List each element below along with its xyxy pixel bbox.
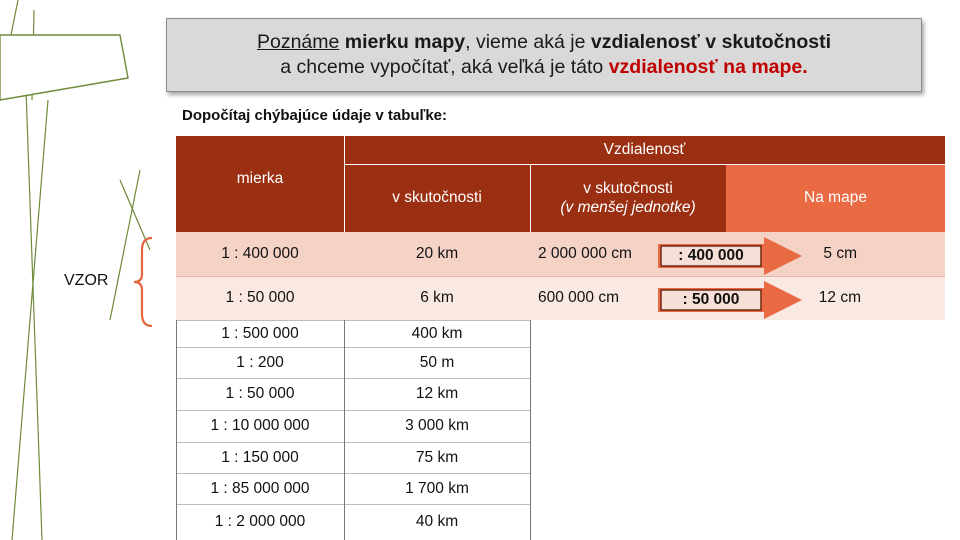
table-cell <box>176 320 344 347</box>
curly-brace-icon <box>130 236 160 328</box>
cell-skutocnost: 50 m <box>419 353 455 371</box>
table-cell <box>530 504 726 540</box>
row-divider <box>176 473 530 474</box>
table-cell <box>726 442 945 473</box>
table-cell <box>726 410 945 442</box>
cell-skutocnost: 75 km <box>415 448 459 466</box>
header-skutocnost2-line2: (v menšej jednotke) <box>560 199 696 216</box>
cell-na-mape: 5 cm <box>823 245 857 262</box>
header-skutocnost <box>344 164 530 232</box>
table-cell <box>344 442 530 473</box>
table-cell <box>530 378 726 410</box>
banner-text-bold: mierku mapy <box>339 31 466 54</box>
banner-text: a chceme vypočítať, aká veľká je táto <box>280 56 609 78</box>
cell-mierka: 1 : 400 000 <box>221 245 299 262</box>
cell-mierka: 1 : 50 000 <box>225 289 295 306</box>
cell-skutocnost: 1 700 km <box>405 479 469 497</box>
banner-text-bold: vzdialenosť v skutočnosti <box>590 31 831 54</box>
header-divider <box>344 164 945 165</box>
header-skutocnost-label: v skutočnosti <box>392 189 482 206</box>
table-cell <box>344 473 530 504</box>
cell-mierka: 1 : 50 000 <box>225 385 295 402</box>
banner-text: , vieme aká je <box>465 31 591 54</box>
header-na-mape <box>726 164 945 232</box>
cell-skutocnost: 20 km <box>415 245 459 262</box>
cell-mierka: 1 : 85 000 000 <box>210 479 310 497</box>
table-cell <box>726 320 945 347</box>
cell-mierka: 1 : 2 000 000 <box>214 513 306 530</box>
banner-line-1 <box>257 30 831 55</box>
table-cell <box>176 504 344 540</box>
table-cell <box>726 504 945 540</box>
grid-line <box>344 320 345 540</box>
row-divider <box>176 442 530 443</box>
grid-line <box>176 320 177 540</box>
table-cell <box>726 473 945 504</box>
cell-mierka: 1 : 500 000 <box>221 324 299 342</box>
table-cell <box>726 378 945 410</box>
table-cell <box>176 347 344 378</box>
table-cell <box>344 347 530 378</box>
table-cell <box>530 442 726 473</box>
table-cell <box>530 347 726 378</box>
arrow-operation-label: : 400 000 <box>678 247 744 264</box>
cell-mierka: 1 : 10 000 000 <box>210 417 310 434</box>
banner-text-red: vzdialenosť na mape. <box>608 56 808 78</box>
vzor-label: VZOR <box>64 272 109 289</box>
table-cell <box>344 320 530 347</box>
cell-na-mape: 12 cm <box>818 289 861 306</box>
cell-skutocnost: 400 km <box>411 324 463 342</box>
title-banner <box>166 18 922 92</box>
row-divider <box>176 378 530 379</box>
cell-skutocnost2: 600 000 cm <box>538 289 619 306</box>
header-na-mape-label: Na mape <box>804 189 867 206</box>
row-divider <box>176 504 530 505</box>
header-skutocnost2 <box>530 164 726 232</box>
row-divider <box>176 410 530 411</box>
header-mierka-label: mierka <box>236 170 284 187</box>
row-divider <box>176 347 530 348</box>
table-cell <box>344 504 530 540</box>
table-cell <box>176 410 344 442</box>
cell-mierka: 1 : 200 <box>236 353 284 371</box>
table-cell <box>530 320 726 347</box>
header-vzdialenost <box>344 136 945 164</box>
header-vzdialenost-label: Vzdialenosť <box>603 141 686 158</box>
table-cell <box>344 232 530 276</box>
header-skutocnost2-label <box>560 179 695 218</box>
table-cell <box>344 378 530 410</box>
header-skutocnost2-line1: v skutočnosti <box>583 179 673 197</box>
cell-skutocnost: 40 km <box>415 513 459 530</box>
instruction-text: Dopočítaj chýbajúce údaje v tabuľke: <box>182 107 448 124</box>
table-cell <box>176 442 344 473</box>
banner-text: Poznáme <box>256 31 340 54</box>
arrow-operation-label: : 50 000 <box>682 291 740 308</box>
cell-mierka: 1 : 150 000 <box>221 448 299 466</box>
banner-line-2 <box>280 55 807 80</box>
header-divider <box>530 164 531 232</box>
grid-line <box>530 320 531 540</box>
cell-skutocnost: 3 000 km <box>405 417 469 434</box>
cell-skutocnost: 12 km <box>415 385 459 402</box>
table-cell <box>176 378 344 410</box>
row-divider <box>176 276 945 277</box>
row-divider <box>176 320 530 321</box>
header-divider <box>344 136 345 232</box>
cell-skutocnost2: 2 000 000 cm <box>538 245 632 262</box>
table-cell <box>176 232 344 276</box>
table-cell <box>530 473 726 504</box>
table-cell <box>176 473 344 504</box>
table-cell <box>344 276 530 320</box>
header-mierka <box>176 136 344 232</box>
table-cell <box>726 347 945 378</box>
table-cell <box>176 276 344 320</box>
cell-skutocnost: 6 km <box>420 289 454 306</box>
table-cell <box>344 410 530 442</box>
table-cell <box>530 410 726 442</box>
